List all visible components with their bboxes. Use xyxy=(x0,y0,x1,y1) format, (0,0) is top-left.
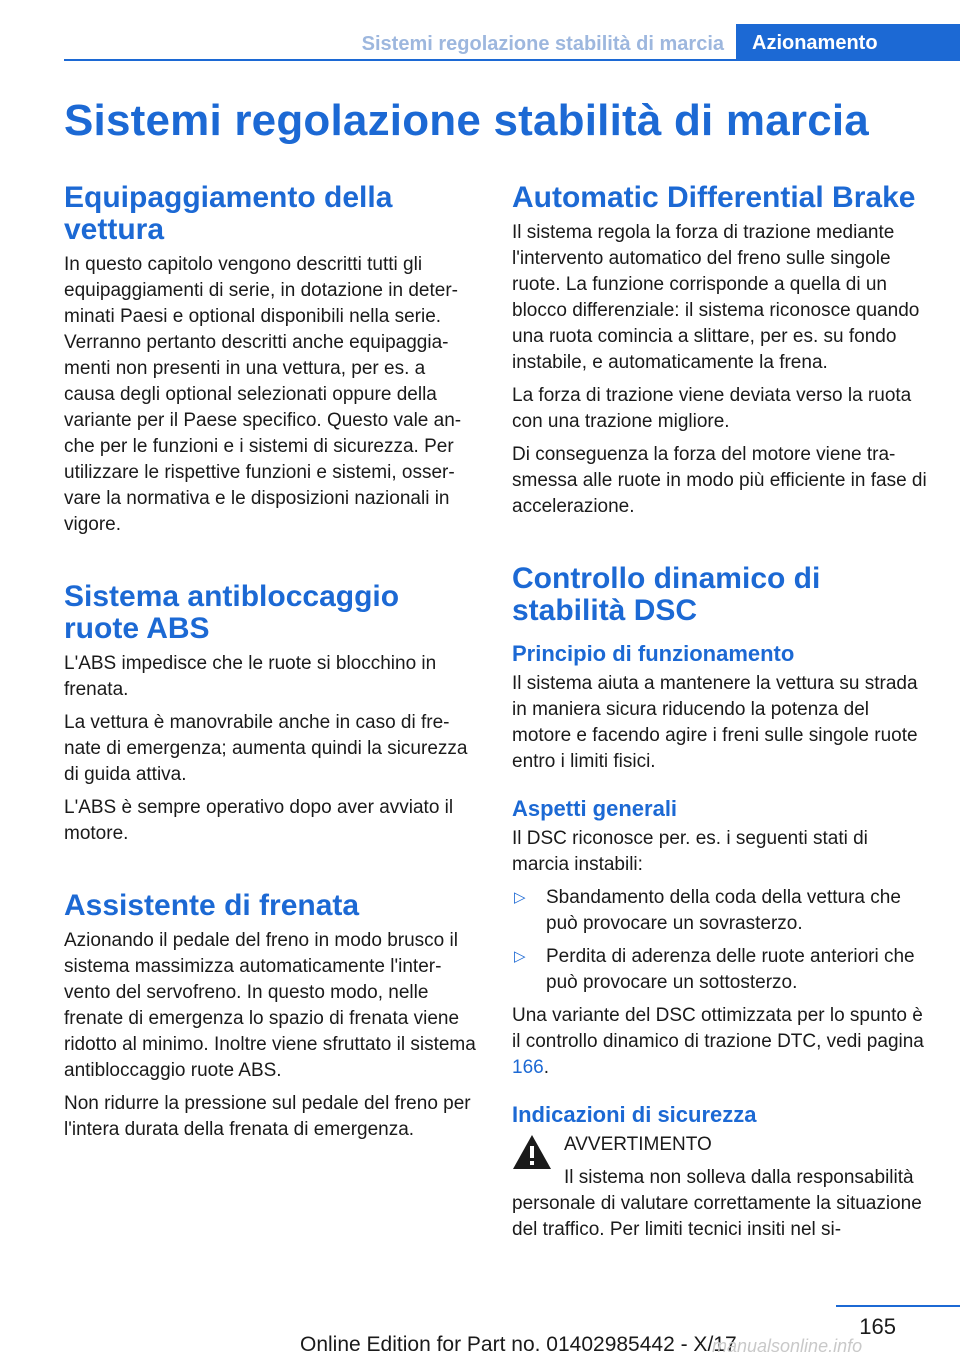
abs-paragraph-3: L'ABS è sempre operativo dopo aver avviato il motore. xyxy=(64,797,454,844)
list-item-text: Sbandamento della coda della vettura che può provocare un sovrasterzo. xyxy=(546,887,901,934)
dsc-general-heading: Aspetti generali xyxy=(512,796,678,821)
adb-heading: Automatic Differential Brake xyxy=(512,181,916,214)
equipment-heading: Equipaggiamento della vettura xyxy=(64,181,393,246)
dsc-principle-heading: Principio di funzionamento xyxy=(512,641,795,666)
edition-note: Online Edition for Part no. 01402985442 - X/17 xyxy=(300,1333,737,1356)
triangle-bullet-icon: ▷ xyxy=(514,889,526,906)
page-link-166[interactable]: 166 xyxy=(512,1057,544,1078)
right-column xyxy=(512,182,928,1250)
equipment-text: In questo capitolo vengono descritti tutti gli equipaggiamenti di serie, in dotazione in determinati Paesi e optional disponibili nella serie. Verranno pertanto descritti anche equipaggiamenti non presenti in una vettura, per es. a causa degli optional selezionati oppure della variante per il Paese specifico. Questo vale anche per le funzioni e i sistemi di sicurezza. Per utilizzare le rispettive funzioni e sistemi, osservare la normativa e le disposizioni nazionali in vigore. xyxy=(64,254,462,535)
dsc-general-intro: Il DSC riconosce per. es. i seguenti stati di marcia instabili: xyxy=(512,828,868,875)
warning-text: Il sistema non solleva dalla responsabilità personale di valutare correttamente la situazione del traffico. Per limiti tecnici insiti nel si- xyxy=(512,1167,922,1240)
adb-paragraph-3: Di conseguenza la forza del motore viene trasmessa alle ruote in modo più efficiente in fase di accelerazione. xyxy=(512,444,927,517)
watermark: manualsonline.info xyxy=(712,1336,863,1356)
warning-triangle-icon xyxy=(512,1134,552,1170)
safety-heading: Indicazioni di sicurezza xyxy=(512,1102,757,1127)
page-title: Sistemi regolazione stabilità di marcia xyxy=(64,96,869,145)
footer-rule xyxy=(836,1305,960,1307)
abs-paragraph-2: La vettura è manovrabile anche in caso di frenate di emergenza; aumenta quindi la sicurezza di guida attiva. xyxy=(64,712,468,785)
header-chapter-tab: Azionamento xyxy=(736,24,960,61)
triangle-bullet-icon: ▷ xyxy=(514,948,526,965)
abs-heading: Sistema antibloccaggio ruote ABS xyxy=(64,580,400,645)
adb-paragraph-1: Il sistema regola la forza di trazione mediante l'intervento automatico del freno sulle singole ruote. La funzione corrisponde a quella di un blocco differenziale: il sistema riconosce quando una ruota comincia a slittare, per es. su fondo instabile, e automaticamente la frena. xyxy=(512,222,920,373)
dsc-dtc-reference: Una variante del DSC ottimizzata per lo spunto è il controllo dinamico di trazione DTC, vedi pagina 166. xyxy=(512,1005,924,1078)
abs-paragraph-1: L'ABS impedisce che le ruote si blocchino in frenata. xyxy=(64,653,437,700)
left-column xyxy=(64,182,480,1150)
list-item xyxy=(512,885,928,937)
adb-paragraph-2: La forza di trazione viene deviata verso la ruota con una trazione migliore. xyxy=(512,385,912,432)
list-item xyxy=(512,944,928,996)
brake-assist-heading: Assistente di frenata xyxy=(64,889,360,922)
page-header xyxy=(64,24,960,61)
list-item-text: Perdita di aderenza delle ruote anteriori che può provocare un sottosterzo. xyxy=(546,946,915,993)
dsc-unstable-list xyxy=(512,885,928,996)
dsc-principle-text: Il sistema aiuta a mantenere la vettura su strada in maniera sicura riducendo la potenza del motore e facendo agire i freni sulle singole ruote entro i limiti fisici. xyxy=(512,673,918,772)
page-number: 165 xyxy=(859,1314,896,1339)
brake-assist-paragraph-1: Azionando il pedale del freno in modo brusco il sistema massimizza automaticamente l'intervento del servofreno. In questo modo, nelle frenate di emergenza lo spazio di frenata viene ridotto al minimo. Inoltre viene sfruttato il sistema antibloccaggio ruote ABS. xyxy=(64,930,476,1081)
header-section-title: Sistemi regolazione stabilità di marcia xyxy=(361,33,724,55)
brake-assist-paragraph-2: Non ridurre la pressione sul pedale del freno per l'intera durata della frenata di emergenza. xyxy=(64,1093,471,1140)
warning-label: AVVERTIMENTO xyxy=(564,1134,712,1155)
warning-block xyxy=(512,1132,928,1243)
dsc-heading: Controllo dinamico di stabilità DSC xyxy=(512,562,821,627)
